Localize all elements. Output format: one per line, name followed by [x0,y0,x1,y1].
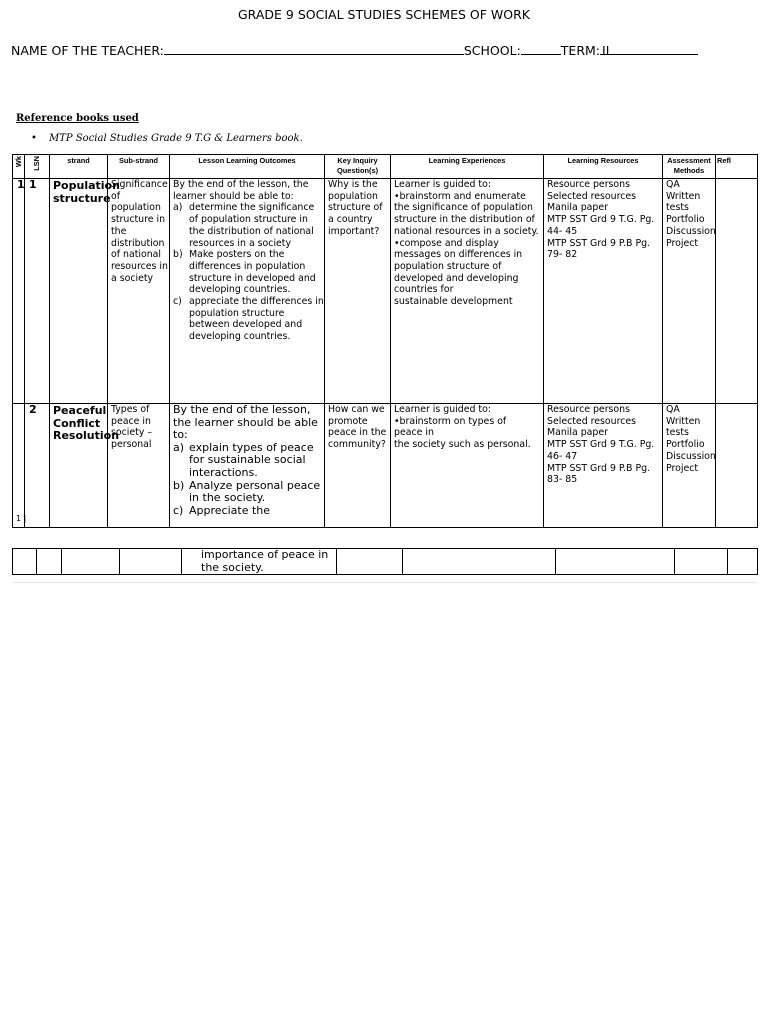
lesson-cell: 2 [25,404,50,528]
strand-cell: Peaceful Conflict Resolution [50,404,108,528]
resources-cell: Resource persons Selected resources Manila paper MTP SST Grd 9 T.G. Pg. 46- 47 MTP SST Grd 9 P.B Pg. 83- 85 [544,404,663,528]
teacher-name-blank[interactable] [164,42,464,55]
header-assessment: Assessment Methods [663,155,716,179]
inquiry-cell: How can we promote peace in the community? [325,404,391,528]
assessment-cell: QA Written tests Portfolio Discussion Project [663,404,716,528]
resources-cell [556,549,675,575]
reference-book-item [33,133,303,144]
lesson-cell: 1 [25,179,50,404]
reflection-cell[interactable] [716,404,758,528]
table-header-row [13,155,758,179]
substrand-cell: Types of peace in society – personal [108,404,170,528]
table-row [13,549,758,575]
page-divider [12,582,757,583]
header-substrand: Sub-strand [108,155,170,179]
reflection-cell[interactable] [728,549,758,575]
strand-cell [62,549,120,575]
outcomes-list [173,202,324,342]
week-cell [13,549,37,575]
assessment-cell [675,549,728,575]
teacher-label: NAME OF THE TEACHER: [11,43,164,58]
list-item: c) appreciate the differences in population structure between developed and developing countries. [173,296,324,343]
list-item: b) Make posters on the differences in population structure in developed and developing countries. [173,249,316,296]
header-lsn: LSN [25,155,50,179]
school-label: SCHOOL: [463,43,521,58]
outcomes-continuation-cell: importance of peace in the society. [182,549,337,575]
week-cell [13,404,25,528]
outcomes-cell [170,179,325,404]
header-inquiry: Key Inquiry Question(s) [325,155,391,179]
header-resources: Learning Resources [544,155,663,179]
header-wk: Wk [13,155,25,179]
list-item: c) Appreciate the [173,503,271,517]
document-title: GRADE 9 SOCIAL STUDIES SCHEMES OF WORK [238,7,530,22]
header-outcomes: Lesson Learning Outcomes [170,155,325,179]
strand-cell: Population structure [50,179,108,404]
week-cell: 1 [13,179,25,404]
header-reflection: Refl [716,155,758,179]
reflection-cell[interactable] [716,179,758,404]
table-row [13,404,758,528]
list-item: a) explain types of peace for sustainable social interactions. [173,440,314,479]
teacher-info-line [11,42,698,58]
page-number: 1 | [16,514,27,523]
term-label: TERM: [560,43,601,58]
inquiry-cell: Why is the population structure of a country important? [325,179,391,404]
assessment-cell: QA Written tests Portfolio Discussion Project [663,179,716,404]
header-strand: strand [50,155,108,179]
list-item: a) determine the significance of population structure in the distribution of national resources in a society [173,202,315,249]
substrand-cell: Significance of population structure in the distribution of national resources in a society [108,179,170,404]
resources-cell: Resource persons Selected resources Manila paper MTP SST Grd 9 T.G. Pg. 44- 45 MTP SST Grd 9 P.B Pg. 79- 82 [544,179,663,404]
experiences-cell: Learner is guided to: •brainstorm and enumerate the significance of population structure in the distribution of national resources in a society. •compose and display messages on differences in population structure of developed and developing countries for sustainable development [391,179,544,404]
schemes-of-work-table [12,154,758,528]
inquiry-cell [337,549,403,575]
list-item: b) Analyze personal peace in the society. [173,478,321,505]
outcomes-intro: By the end of the lesson, the learner should be able to: [173,179,309,202]
table-row [13,179,758,404]
header-experiences: Learning Experiences [391,155,544,179]
reference-book-text: MTP Social Studies Grade 9 T.G & Learners book. [49,133,303,144]
reference-books-heading: Reference books used [16,113,139,124]
outcomes-intro: By the end of the lesson, the learner should be able to: [173,403,318,442]
school-name-blank[interactable] [521,42,561,55]
experiences-cell: Learner is guided to: •brainstorm on types of peace in the society such as personal. [391,404,544,528]
bullet-icon: • [31,133,37,144]
continuation-table [12,548,758,575]
substrand-cell [120,549,182,575]
experiences-cell [403,549,556,575]
term-value[interactable]: II [600,43,698,55]
outcomes-list [173,442,324,518]
outcomes-cell [170,404,325,528]
lesson-cell [37,549,62,575]
